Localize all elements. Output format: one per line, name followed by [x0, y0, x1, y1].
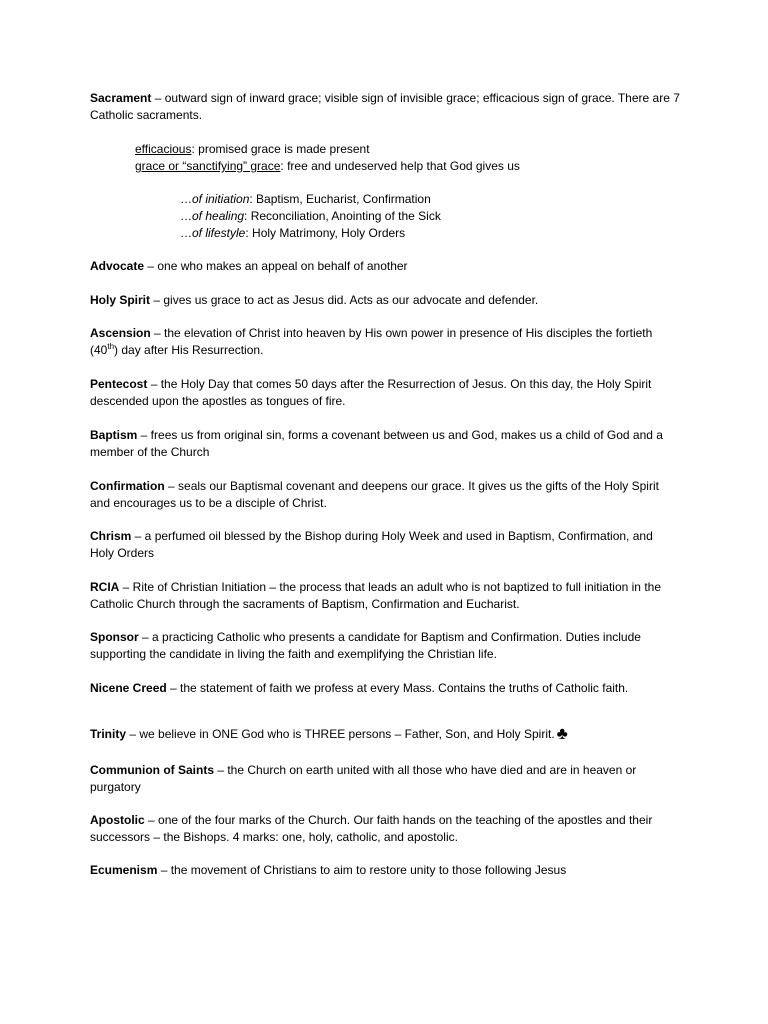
group-prefix: … — [180, 192, 192, 206]
subdef-term: efficacious — [135, 142, 192, 156]
term-label: Ascension — [90, 326, 151, 340]
subdef-grace — [135, 158, 695, 175]
entry-trinity — [90, 725, 680, 743]
entry-rcia — [90, 579, 680, 613]
entry-chrism — [90, 528, 680, 562]
term-definition: – one who makes an appeal on behalf of another — [144, 259, 408, 273]
subdef-text: : promised grace is made present — [191, 142, 370, 156]
sacrament-group-healing — [180, 208, 700, 225]
club-icon: ♣ — [556, 724, 568, 743]
entry-ecumenism — [90, 862, 680, 879]
entry-ascension — [90, 325, 680, 359]
term-definition: – frees us from original sin, forms a covenant between us and God, makes us a child of God and a member of the Church — [90, 428, 663, 459]
term-definition: – the elevation of Christ into heaven by His own power in presence of His disciples the fortieth (40 — [90, 326, 653, 357]
entry-pentecost — [90, 376, 680, 410]
term-definition: – outward sign of inward grace; visible sign of invisible grace; efficacious sign of grace. There are 7 Catholic sacraments. — [90, 91, 680, 122]
entry-apostolic — [90, 812, 680, 846]
group-label: of healing — [192, 209, 245, 223]
sacrament-group-initiation — [180, 191, 700, 208]
term-definition: – one of the four marks of the Church. Our faith hands on the teaching of the apostles and their successors – the Bishops. 4 marks: one, holy, catholic, and apostolic. — [90, 813, 653, 844]
term-label: Communion of Saints — [90, 763, 214, 777]
term-label: Pentecost — [90, 377, 148, 391]
term-definition: – the movement of Christians to aim to restore unity to those following Jesus — [157, 863, 567, 877]
term-label: Ecumenism — [90, 863, 158, 877]
term-label: Holy Spirit — [90, 293, 151, 307]
subdef-efficacious — [135, 141, 695, 158]
term-definition: – gives us grace to act as Jesus did. Acts as our advocate and defender. — [150, 293, 539, 307]
term-label: Chrism — [90, 529, 132, 543]
term-definition: – Rite of Christian Initiation – the process that leads an adult who is not baptized to full initiation in the Catholic Church through the sacraments of Baptism, Confirmation and Eucharist. — [90, 580, 661, 611]
subdef-text: : free and undeserved help that God gives us — [280, 159, 520, 173]
term-definition: – a perfumed oil blessed by the Bishop during Holy Week and used in Baptism, Confirmation, and Holy Orders — [90, 529, 653, 560]
term-label: Trinity — [90, 727, 127, 741]
term-label: Baptism — [90, 428, 138, 442]
entry-baptism — [90, 427, 680, 461]
term-label: Nicene Creed — [90, 681, 167, 695]
entry-advocate — [90, 258, 680, 275]
term-definition: – the statement of faith we profess at every Mass. Contains the truths of Catholic faith. — [166, 681, 629, 695]
subdef-term: grace or “sanctifying” grace — [135, 159, 281, 173]
group-label: of lifestyle — [192, 226, 246, 240]
term-label: Sacrament — [90, 91, 152, 105]
entry-sponsor — [90, 629, 680, 663]
entry-holy-spirit — [90, 292, 680, 309]
term-label: RCIA — [90, 580, 120, 594]
sacrament-group-lifestyle — [180, 225, 700, 242]
group-items: : Holy Matrimony, Holy Orders — [245, 226, 406, 240]
entry-confirmation — [90, 478, 680, 512]
ordinal-superscript: th — [107, 342, 115, 351]
entry-nicene-creed — [90, 680, 680, 697]
group-items: : Reconciliation, Anointing of the Sick — [244, 209, 441, 223]
term-definition-end: ) day after His Resurrection. — [114, 343, 264, 357]
group-items: : Baptism, Eucharist, Confirmation — [249, 192, 431, 206]
term-definition: – we believe in ONE God who is THREE persons – Father, Son, and Holy Spirit. — [126, 727, 555, 741]
term-label: Advocate — [90, 259, 145, 273]
entry-sacrament — [90, 90, 680, 124]
term-definition: – the Holy Day that comes 50 days after the Resurrection of Jesus. On this day, the Holy Spirit descended upon the apostles as tongues of fire. — [90, 377, 652, 408]
term-definition: – a practicing Catholic who presents a candidate for Baptism and Confirmation. Duties include supporting the candidate in living the faith and exemplifying the Christian life. — [90, 630, 641, 661]
term-label: Confirmation — [90, 479, 165, 493]
term-label: Apostolic — [90, 813, 145, 827]
group-prefix: … — [180, 226, 192, 240]
term-label: Sponsor — [90, 630, 139, 644]
term-definition: – seals our Baptismal covenant and deepens our grace. It gives us the gifts of the Holy Spirit and encourages us to be a disciple of Christ. — [90, 479, 659, 510]
entry-communion-of-saints — [90, 762, 680, 796]
group-prefix: … — [180, 209, 192, 223]
group-label: of initiation — [192, 192, 250, 206]
term-definition: – the Church on earth united with all those who have died and are in heaven or purgatory — [90, 763, 637, 794]
